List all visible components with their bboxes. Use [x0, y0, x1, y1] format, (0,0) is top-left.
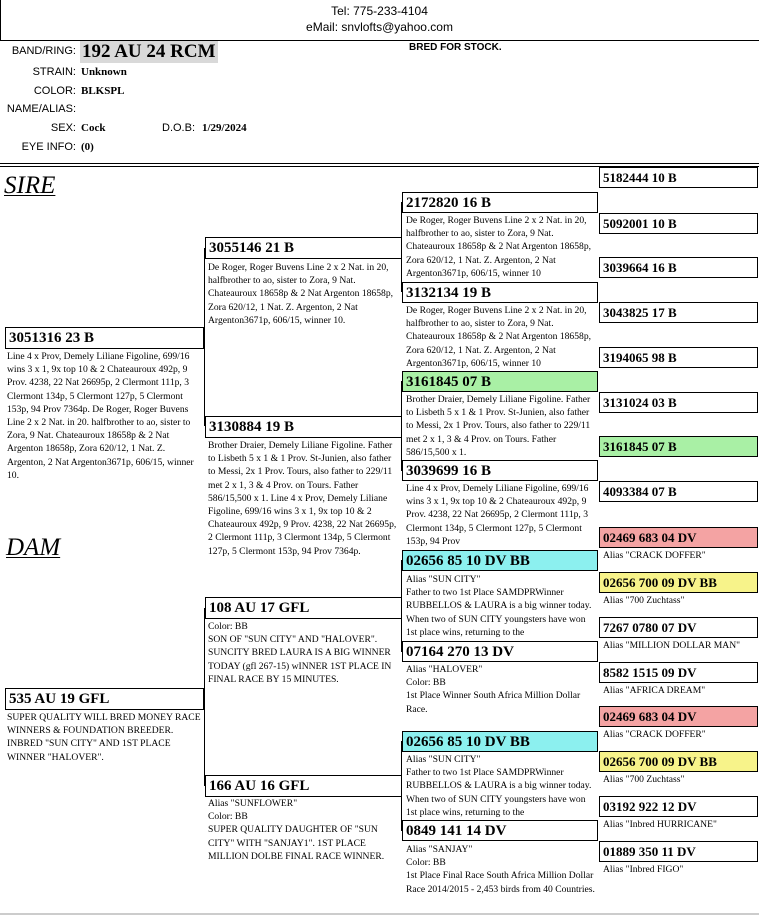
sex-label: SEX:: [50, 122, 76, 134]
strain-label: STRAIN:: [32, 66, 76, 78]
sire-g4-8: 4093384 07 B: [599, 481, 758, 502]
dam-band: 535 AU 19 GFL: [5, 688, 204, 710]
name-label: NAME/ALIAS:: [6, 103, 76, 115]
dss-band: 02656 85 10 DV BB: [402, 550, 598, 571]
sire-g4-7: 3161845 07 B: [599, 436, 758, 457]
sex-value: Cock: [81, 122, 106, 134]
contact-phone: Tel: 775-233-4104: [331, 4, 428, 18]
sire-dam-band: 3130884 19 B: [205, 416, 402, 438]
dam-section-label: DAM: [6, 534, 61, 561]
band-number: 192 AU 24 RCM: [82, 41, 216, 62]
sire-sire-band: 3055146 21 B: [205, 237, 402, 259]
ddd-band: 0849 141 14 DV: [402, 820, 598, 841]
sire-band: 3051316 23 B: [5, 327, 204, 349]
dam-g4-7-alias: Alias "Inbred HURRICANE": [603, 819, 717, 830]
sdd-notes: Line 4 x Prov, Demely Liliane Figoline, 699/16 wins 3 x 1, 9x top 10 & 2 Chateauroux 492p, 9 Prov. 4238, 22 Nat 26695p, 2 Clermont 111p, 3 Clermont 134p, 5 Clermont 127p, 5 Clermont 153p, 94 Prov: [406, 483, 589, 547]
dam-g4-5-alias: Alias "CRACK DOFFER": [603, 729, 706, 740]
dob-label: D.O.B:: [162, 122, 196, 134]
connector-sire: [204, 248, 205, 426]
sss-band: 2172820 16 B: [402, 192, 598, 213]
dam-notes: SUPER QUALITY WILL BRED MONEY RACE WINNERS & FOUNDATION BREEDER. INBRED "SUN CITY" AND 1ST PLACE WINNER "HALOVER".: [7, 712, 201, 763]
dam-g4-4-alias: Alias "AFRICA DREAM": [603, 685, 706, 696]
dam-g4-2-alias: Alias "700 Zuchtass": [603, 595, 685, 606]
sire-g4-4: 3043825 17 B: [599, 302, 758, 323]
sire-section-label: SIRE: [4, 172, 56, 199]
sdd-band: 3039699 16 B: [402, 460, 598, 481]
color-value: BLKSPL: [81, 85, 125, 97]
dam-g4-8-alias: Alias "Inbred FIGO": [603, 864, 684, 875]
dam-sire-band: 108 AU 17 GFL: [205, 597, 402, 619]
dam-g4-1-alias: Alias "CRACK DOFFER": [603, 550, 706, 561]
sire-g4-2: 5092001 10 B: [599, 213, 758, 234]
dam-g4-1-band: 02469 683 04 DV: [599, 527, 758, 548]
dam-dam-notes: Alias "SUNFLOWER" Color: BB SUPER QUALITY DAUGHTER OF "SUN CITY" WITH "SANJAY1". 1ST PLACE MILLION DOLBE FINAL RACE WINNER.: [208, 798, 385, 862]
sds-band: 3161845 07 B: [402, 371, 598, 392]
ssd-notes: De Roger, Roger Buvens Line 2 x 2 Nat. in 20, halfbrother to ao, sister to Zora, 9 Nat. Chateauroux 18658p & 2 Nat Argenton 18658p, Zora 620/12, 1 Nat. Z. Argenton, 2 Nat Argenton3671p, 606/15, winner 10: [406, 305, 592, 369]
color-label: COLOR:: [33, 85, 76, 97]
sire-sire-notes: De Roger, Roger Buvens Line 2 x 2 Nat. in 20, halfbrother to ao, sister to Zora, 9 Nat. Chateauroux 18658p & 2 Nat Argenton 18658p, Zora 620/12, 1 Nat. Z. Argenton, 2 Nat Argenton3671p, 606/15, winner 10.: [208, 262, 394, 326]
connector-dam: [204, 608, 205, 786]
dds-band: 02656 85 10 DV BB: [402, 731, 598, 752]
dam-g4-8-band: 01889 350 11 DV: [599, 841, 758, 862]
dsd-band: 07164 270 13 DV: [402, 641, 598, 662]
dam-dam-band: 166 AU 16 GFL: [205, 775, 402, 797]
dam-g4-2-band: 02656 700 09 DV BB: [599, 572, 758, 593]
dam-g4-6-alias: Alias "700 Zuchtass": [603, 774, 685, 785]
connector-ss: [401, 202, 402, 292]
dam-g4-4-band: 8582 1515 09 DV: [599, 662, 758, 683]
dob-value: 1/29/2024: [202, 122, 247, 134]
connector-dd: [401, 741, 402, 831]
sire-g4-3: 3039664 16 B: [599, 257, 758, 278]
contact-header: [0, 0, 759, 41]
dam-g4-6-band: 02656 700 09 DV BB: [599, 751, 758, 772]
bottom-edge: [0, 913, 759, 915]
sds-notes: Brother Draier, Demely Liliane Figoline. Father to Lisbeth 5 x 1 & 1 Prov. St-Junien, also father to Messi, 2x 1 Prov. Tours, also father to 229/11 met 2 x 1, 3 & 4 Prov. on Tours. Father 586/15,500 x 1.: [406, 394, 591, 458]
sire-dam-notes: Brother Draier, Demely Liliane Figoline. Father to Lisbeth 5 x 1 & 1 Prov. St-Junien, also father to Messi, 2x 1 Prov. Tours, also father to 229/11 met 2 x 1, 3 & 4 Prov. on Tours. Father 586/15,500 x 1. Line 4 x Prov, Demely Liliane Figoline, 699/16 wins 3 x 1, 9x top 10 & 2 Chateauroux 492p, 9 Prov. 4238, 22 Nat 26695p, 2 Clermont 111p, 3 Clermont 134p, 5 Clermont 127p, 5 Clermont 153p, 94 Prov 7364p.: [208, 440, 397, 557]
dam-g4-5-band: 02469 683 04 DV: [599, 706, 758, 727]
dam-sire-notes: Color: BB SON OF "SUN CITY" AND "HALOVER". SUNCITY BRED LAURA IS A BIG WINNER TODAY (gfl 267-15) wINNER 1ST PLACE IN FINAL RACE BY 15 MINUTES.: [208, 621, 392, 685]
ssd-band: 3132134 19 B: [402, 282, 598, 303]
dam-g4-3-band: 7267 0780 07 DV: [599, 617, 758, 638]
sire-g4-1: 5182444 10 B: [599, 167, 758, 188]
details-separator: [0, 163, 759, 164]
eye-value: (0): [81, 141, 94, 153]
connector-sd: [401, 381, 402, 471]
dam-g4-7-band: 03192 922 12 DV: [599, 796, 758, 817]
contact-email: eMail: snvlofts@yahoo.com: [306, 20, 453, 34]
sss-notes: De Roger, Roger Buvens Line 2 x 2 Nat. in 20, halfbrother to ao, sister to Zora, 9 Nat. Chateauroux 18658p & 2 Nat Argenton 18658p, Zora 620/12, 1 Nat. Z. Argenton, 2 Nat Argenton3671p, 606/15, winner 10: [406, 215, 592, 279]
connector-ds: [401, 560, 402, 652]
sire-notes: Line 4 x Prov, Demely Liliane Figoline, 699/16 wins 3 x 1, 9x top 10 & 2 Chateauroux 492p, 9 Prov. 4238, 22 Nat 26695p, 2 Clermont 111p, 3 Clermont 134p, 5 Clermont 127p, 5 Clermont 153p, 94 Prov 7364p. De Roger, Roger Buvens Line 2 x 2 Nat. in 20. halfbrother to ao, sister to Zora, 9 Nat. Chateauroux 18658p & 2 Nat Argenton 18658p, Zora 620/12, 1 Nat. Z. Argenton, 2 Nat Argenton3671p, 606/15, winner 10.: [7, 351, 194, 481]
dam-g4-3-alias: Alias "MILLION DOLLAR MAN": [603, 640, 741, 651]
band-label: BAND/RING:: [11, 45, 76, 57]
bred-for: BRED FOR STOCK.: [409, 42, 502, 53]
strain-value: Unknown: [81, 66, 127, 78]
dsd-notes: Alias "HALOVER" Color: BB 1st Place Winner South Africa Million Dollar Race.: [406, 664, 581, 715]
dds-notes: Alias "SUN CITY" Father to two 1st Place SAMDPRWinner RUBBELLOS & LAURA is a big winner today. When two of SUN CITY youngsters have won 1st place wins, returning to the: [406, 754, 592, 818]
dss-notes: Alias "SUN CITY" Father to two 1st Place SAMDPRWinner RUBBELLOS & LAURA is a big winner today. When two of SUN CITY youngsters have won 1st place wins, returning to the: [406, 574, 592, 638]
sire-g4-5: 3194065 98 B: [599, 347, 758, 368]
ddd-notes: Alias "SANJAY" Color: BB 1st Place Final Race South Africa Million Dollar Race 2014/2015 - 2,453 birds from 40 Countries.: [406, 844, 595, 895]
sire-g4-6: 3131024 03 B: [599, 392, 758, 413]
eye-label: EYE INFO:: [21, 141, 76, 153]
